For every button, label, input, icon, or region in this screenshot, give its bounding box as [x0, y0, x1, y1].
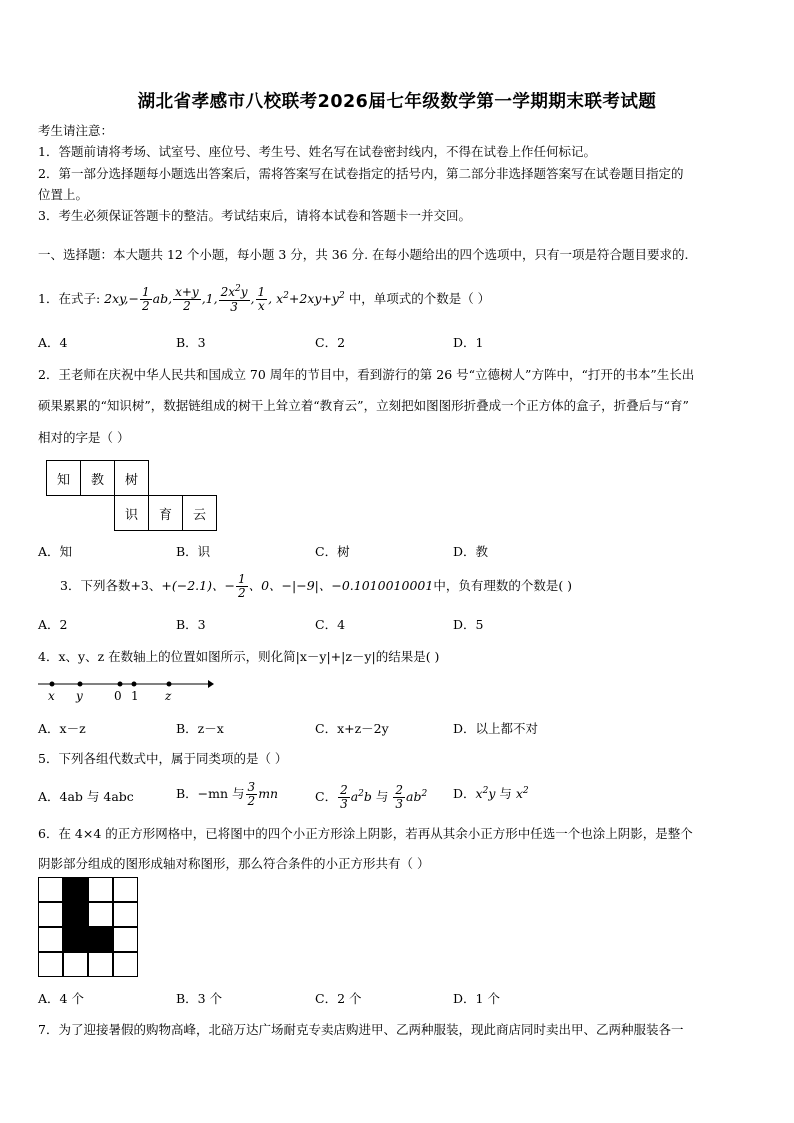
notice-item: 1．答题前请将考场、试室号、座位号、考生号、姓名写在试卷密封线内，不得在试卷上作任何标记。: [38, 144, 596, 159]
q5-option-d[interactable]: D．$x^2y$ 与 $x^2$: [453, 785, 529, 801]
net-cell: 教: [81, 461, 115, 496]
q2-option-b[interactable]: B．识: [176, 544, 211, 559]
q1-expression: 2xy,− $\frac{1}{2}$ ab, $\frac{x+y}{2}$ ,1, $\frac{2x^2y}{3}$ , $\frac{1}{x}$ , $x^2+2xy+y^2$: [104, 284, 345, 314]
number-line-figure: [36, 672, 216, 704]
q6-line: 6．在 4×4 的正方形网格中，已将图中的四个小正方形涂上阴影，若再从其余小正方形中任选一个也涂上阴影，是整个: [38, 826, 693, 841]
grid-cell: [113, 877, 138, 902]
question-3: 3．下列各数+3、+(−2.1)、− $\frac{1}{2}$ 、0、−|−9|、−0.1010010001中，负有理数的个数是( ): [60, 571, 573, 600]
net-cell: 知: [47, 461, 81, 496]
q6-option-c[interactable]: C．2 个: [315, 991, 362, 1006]
q5-option-d-label: D．: [453, 786, 476, 801]
net-cell: 云: [183, 496, 217, 531]
net-cell: 育: [149, 496, 183, 531]
notice-item: 3．考生必须保证答题卡的整洁。考试结束后，请将本试卷和答题卡一并交回。: [38, 208, 471, 223]
notice-heading: 考生请注意：: [38, 123, 114, 138]
q5-text: 5．下列各组代数式中，属于同类项的是（ ）: [38, 751, 288, 766]
q3-mid1: (−2.1)、−: [171, 578, 235, 593]
page-title: 湖北省孝感市八校联考2026届七年级数学第一学期期末联考试题: [137, 92, 657, 112]
grid-cell-shaded: [63, 902, 88, 927]
section-heading: 一、选择题：本大题共 12 个小题，每小题 3 分，共 36 分. 在每小题给出的四个选项中，只有一项是符合题目要求的.: [38, 247, 689, 262]
question-1: [38, 276, 490, 316]
q3-option-d[interactable]: D．5: [453, 617, 484, 632]
cube-net-figure: [46, 460, 217, 531]
q6-option-a[interactable]: A．4 个: [38, 991, 84, 1006]
grid-cell: [38, 952, 63, 977]
q6-option-d[interactable]: D．1 个: [453, 991, 500, 1006]
q5-option-c-label: C．: [315, 789, 338, 805]
net-cell: 树: [115, 461, 149, 496]
grid-cell: [113, 902, 138, 927]
q2-option-c[interactable]: C．树: [315, 544, 350, 559]
grid-cell-shaded: [88, 927, 113, 952]
q2-option-a[interactable]: A．知: [38, 544, 73, 559]
grid-cell: [38, 902, 63, 927]
grid-cell: [38, 877, 63, 902]
grid-cell: [63, 952, 88, 977]
q1-option-b[interactable]: B．3: [176, 335, 206, 350]
q1-suffix: 中，单项式的个数是（ ）: [348, 291, 491, 307]
q4-option-a[interactable]: A．x－z: [38, 721, 86, 736]
q1-option-d[interactable]: D．1: [453, 335, 484, 350]
axis-label-z: z: [165, 689, 172, 703]
q5-option-b[interactable]: B．−mn 与 $\frac{3}{2}$ mn: [176, 779, 279, 808]
axis-label-one: 1: [131, 689, 139, 703]
q3-suffix: 中，负有理数的个数是( ): [433, 578, 573, 593]
q3-option-a[interactable]: A．2: [38, 617, 68, 632]
q3-option-c[interactable]: C．4: [315, 617, 346, 632]
q2-option-d[interactable]: D．教: [453, 544, 489, 559]
grid-cell-shaded: [63, 927, 88, 952]
q5-option-b-label: B．−mn 与: [176, 786, 245, 801]
q6-option-b[interactable]: B．3 个: [176, 991, 223, 1006]
grid-cell: [88, 902, 113, 927]
q3-mid2: 、0、−|−9|、−0.1010010001: [248, 578, 434, 593]
q5-option-c[interactable]: C． $\frac{2}{3}$ $a^2b$ 与 $\frac{2}{3}$ $ab^2$: [315, 782, 428, 812]
grid-cell: [38, 927, 63, 952]
q4-option-b[interactable]: B．z－x: [176, 721, 224, 736]
axis-label-zero: 0: [114, 689, 122, 703]
grid-cell-shaded: [63, 877, 88, 902]
notice-item: 2．第一部分选择题每小题选出答案后，需将答案写在试卷指定的括号内，第二部分非选择题答案写在试卷题目指定的: [38, 166, 684, 181]
q5-option-a[interactable]: A．4ab 与 4abc: [38, 789, 134, 804]
q2-line: 相对的字是（ ）: [38, 430, 130, 445]
grid-cell: [113, 927, 138, 952]
q6-line: 阴影部分组成的图形成轴对称图形，那么符合条件的小正方形共有（ ）: [38, 856, 430, 871]
q3-option-b[interactable]: B．3: [176, 617, 206, 632]
q3-prefix: 3．下列各数+3、+: [60, 578, 172, 593]
q4-option-d[interactable]: D．以上都不对: [453, 721, 539, 736]
axis-label-y: y: [76, 689, 83, 703]
q1-option-a[interactable]: A．4: [38, 335, 68, 350]
axis-label-x: x: [48, 689, 55, 703]
q2-line: 硕果累累的“知识树”，数据链组成的树干上耸立着“教育云”，立刻把如图图形折叠成一个正方体的盒子，折叠后与“育”: [38, 398, 689, 413]
grid-cell: [88, 952, 113, 977]
q7-line: 7．为了迎接暑假的购物高峰，北碚万达广场耐克专卖店购进甲、乙两种服装，现此商店同时卖出甲、乙两种服装各一: [38, 1022, 684, 1037]
q2-line: 2．王老师在庆祝中华人民共和国成立 70 周年的节目中，看到游行的第 26 号“立德树人”方阵中，“打开的书本”生长出: [38, 367, 695, 382]
q1-prefix: 1．在式子:: [38, 291, 101, 307]
q1-option-c[interactable]: C．2: [315, 335, 346, 350]
notice-item: 位置上。: [38, 187, 89, 202]
q4-text: 4．x、y、z 在数轴上的位置如图所示，则化简|x－y|+|z－y|的结果是( ): [38, 649, 440, 664]
net-cell: 识: [115, 496, 149, 531]
grid-cell: [113, 952, 138, 977]
grid-cell: [88, 877, 113, 902]
q4-option-c[interactable]: C．x+z－2y: [315, 721, 389, 736]
